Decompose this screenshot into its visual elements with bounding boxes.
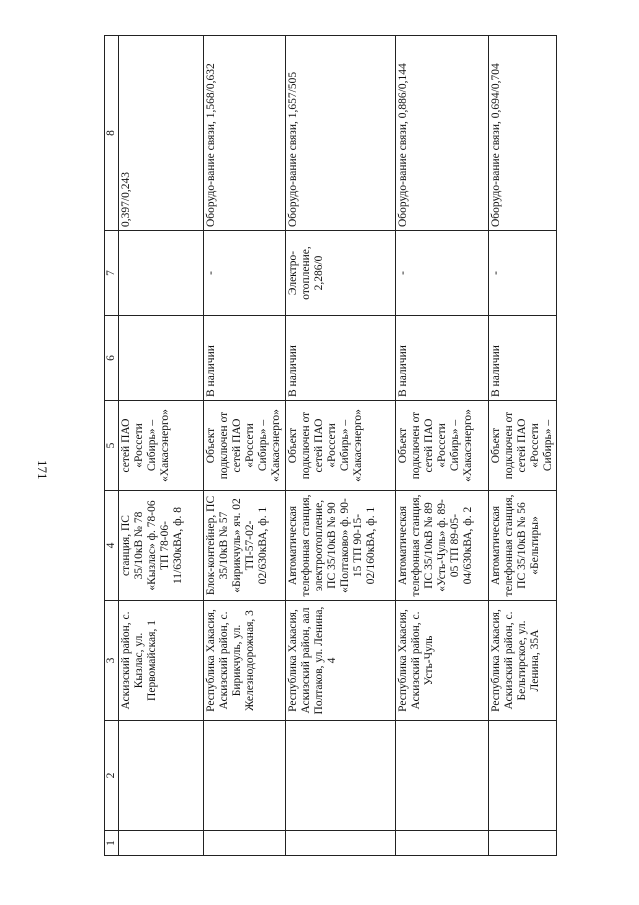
cell-heating: -: [396, 231, 489, 316]
cell-address: Республика Хакасия, Аскизский район, аал Полтаков, ул. Ленина, 4: [286, 601, 396, 721]
data-table: [104, 35, 557, 856]
column-header-6: 6: [105, 316, 119, 401]
table-row: [286, 36, 396, 856]
cell-availability: В наличии: [286, 316, 396, 401]
cell-heating: [119, 231, 204, 316]
cell-name: [489, 721, 557, 831]
cell-address: Аскизский район, с. Кызлас, ул. Первомайская, 1: [119, 601, 204, 721]
cell-number: [286, 831, 396, 856]
rotated-table-wrapper: [104, 63, 554, 856]
cell-heating: Электро-отопление, 2,286/0: [286, 231, 396, 316]
column-header-1: 1: [105, 831, 119, 856]
column-header-2: 2: [105, 721, 119, 831]
table-row: [119, 36, 204, 856]
cell-load: Оборудо-вание связи, 0,694/0,704: [489, 36, 557, 231]
cell-object: станция, ПС 35/10кВ № 78 «Кызлас» ф. 78-06 ТП 78-06-11/630кВА, ф. 8: [119, 491, 204, 601]
cell-load: Оборудо-вание связи, 1,657/505: [286, 36, 396, 231]
cell-connection: Объект подключен от сетей ПАО «Россети Сибирь» – «Хакасэнерго»: [286, 401, 396, 491]
column-header-5: 5: [105, 401, 119, 491]
cell-address: Республика Хакасия, Аскизский район, с. Бирикчуль, ул. Железнодорожная, 3: [204, 601, 286, 721]
cell-object: Автоматическая телефонная станция, ПС 35/10кВ № 56 «Бельтиры»: [489, 491, 557, 601]
cell-connection: Объект подключен от сетей ПАО «Россети Сибирь» – «Хакасэнерго»: [204, 401, 286, 491]
cell-object: Автоматическая телефонная станция, ПС 35/10кВ № 89 «Усть-Чуль» ф. 89-05 ТП 89-05-04/630кВА, ф. 2: [396, 491, 489, 601]
header-row: [105, 36, 119, 856]
cell-heating: -: [489, 231, 557, 316]
cell-connection: Объект подключен от сетей ПАО «Россети Сибирь» – «Хакасэнерго»: [396, 401, 489, 491]
cell-name: [396, 721, 489, 831]
cell-load: Оборудо-вание связи, 0,886/0,144: [396, 36, 489, 231]
table-row: [396, 36, 489, 856]
cell-availability: В наличии: [204, 316, 286, 401]
column-header-8: 8: [105, 36, 119, 231]
column-header-3: 3: [105, 601, 119, 721]
table-row: [204, 36, 286, 856]
page-number: 171: [35, 460, 50, 480]
cell-number: [489, 831, 557, 856]
cell-number: [204, 831, 286, 856]
column-header-4: 4: [105, 491, 119, 601]
cell-number: [396, 831, 489, 856]
cell-availability: В наличии: [489, 316, 557, 401]
table-row: [489, 36, 557, 856]
cell-availability: [119, 316, 204, 401]
cell-name: [286, 721, 396, 831]
cell-load: Оборудо-вание связи, 1,568/0,632: [204, 36, 286, 231]
cell-number: [119, 831, 204, 856]
cell-load: 0,397/0,243: [119, 36, 204, 231]
cell-connection: сетей ПАО «Россети Сибирь» – «Хакасэнерго»: [119, 401, 204, 491]
cell-address: Республика Хакасия, Аскизский район, с. Усть-Чуль: [396, 601, 489, 721]
cell-heating: -: [204, 231, 286, 316]
cell-name: [119, 721, 204, 831]
cell-connection: Объект подключен от сетей ПАО «Россети Сибирь» –: [489, 401, 557, 491]
cell-availability: В наличии: [396, 316, 489, 401]
cell-object: Блок-контейнер, ПС 35/10кВ № 57 «Бирикчуль» яч. 02 ТП-57-02-02/630кВА, ф. 1: [204, 491, 286, 601]
cell-address: Республика Хакасия, Аскизский район, с. Бельтирское, ул. Ленина, 35А: [489, 601, 557, 721]
cell-name: [204, 721, 286, 831]
cell-object: Автоматическая телефонная станция, электроотопление, ПС 35/10кВ № 90 «Полтаково» ф. 90-15 ТП 90-15-02/160кВА, ф. 1: [286, 491, 396, 601]
column-header-7: 7: [105, 231, 119, 316]
